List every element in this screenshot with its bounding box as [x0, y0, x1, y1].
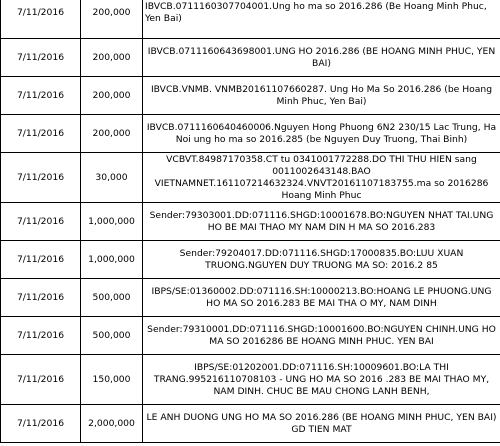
amount-cell: 30,000 — [81, 153, 143, 203]
date-cell: 7/11/2016 — [1, 115, 81, 153]
date-cell: 7/11/2016 — [1, 355, 81, 405]
amount-cell: 200,000 — [81, 115, 143, 153]
description-cell: Sender:79310001.DD:071116.SHGD:10001600.BO:NGUYEN CHINH.UNG HO MA SO 2016286 BE HOANG MINH PHUC. YEN BAI — [143, 317, 500, 355]
amount-cell: 1,000,000 — [81, 203, 143, 241]
table-row — [1, 39, 500, 77]
date-cell: 7/11/2016 — [1, 203, 81, 241]
description-cell: IBVCB.0711160643698001.UNG HO 2016.286 (BE HOANG MINH PHUC, YEN BAI) — [143, 39, 500, 77]
description-cell: LE ANH DUONG UNG HO MA SO 2016.286 (BE HOANG MINH PHUC, YEN BAI) GD TIEN MAT — [143, 405, 500, 443]
table-row — [1, 279, 500, 317]
amount-cell: 200,000 — [81, 0, 143, 39]
amount-cell: 500,000 — [81, 279, 143, 317]
amount-cell: 200,000 — [81, 39, 143, 77]
date-cell: 7/11/2016 — [1, 0, 81, 39]
date-cell: 7/11/2016 — [1, 77, 81, 115]
table-row — [1, 317, 500, 355]
amount-cell: 2,000,000 — [81, 405, 143, 443]
description-cell: IBVCB.VNMB. VNMB20161107660287. Ung Ho Ma So 2016.286 (be Hoang Minh Phuc, Yen Bai) — [143, 77, 500, 115]
table-row — [1, 0, 500, 39]
date-cell: 7/11/2016 — [1, 39, 81, 77]
amount-cell: 500,000 — [81, 317, 143, 355]
date-cell: 7/11/2016 — [1, 279, 81, 317]
amount-cell: 1,000,000 — [81, 241, 143, 279]
table-row — [1, 153, 500, 203]
table-row — [1, 77, 500, 115]
amount-cell: 150,000 — [81, 355, 143, 405]
date-cell: 7/11/2016 — [1, 153, 81, 203]
table-row — [1, 203, 500, 241]
date-cell: 7/11/2016 — [1, 241, 81, 279]
table-row — [1, 241, 500, 279]
description-cell: IBPS/SE:01360002.DD:071116.SH:10000213.BO:HOANG LE PHUONG.UNG HO MA SO 2016.283 BE MAI THA O MY, NAM DINH — [143, 279, 500, 317]
description-cell: IBPS/SE:01202001.DD:071116.SH:10009601.BO:LA THI TRANG.995216110708103 - UNG HO MA SO 2016 .283 BE MAI THAO MY, NAM DINH. CHUC BE MAU CHONG LANH BENH, — [143, 355, 500, 405]
table-row — [1, 405, 500, 443]
description-cell: Sender:79204017.DD:071116.SHGD:17000835.BO:LUU XUAN TRUONG.NGUYEN DUY TRUONG MA SO: 2016.2 85 — [143, 241, 500, 279]
description-cell: Sender:79303001.DD:071116.SHGD:10001678.BO:NGUYEN NHAT TAI.UNG HO BE MAI THAO MY NAM DIN H MA SO 2016.283 — [143, 203, 500, 241]
table-row — [1, 115, 500, 153]
date-cell: 7/11/2016 — [1, 405, 81, 443]
description-cell: IBVCB.0711160307704001.Ung ho ma so 2016.286 (Be Hoang Minh Phuc, Yen Bai) — [143, 0, 500, 39]
table-row — [1, 355, 500, 405]
description-cell: IBVCB.0711160640460006.Nguyen Hong Phuong 6N2 230/15 Lac Trung, Ha Noi ung ho ma so 2016.285 (be Nguyen Duy Truong, Thai Binh) — [143, 115, 500, 153]
amount-cell: 200,000 — [81, 77, 143, 115]
description-cell: VCBVT.84987170358.CT tu 0341001772288.DO THI THU HIEN sang 0011002643148.BAO VIETNAMNET.161107214632324.VNVT20161107183755.ma so 2016286 Hoang Minh Phuc — [143, 153, 500, 203]
date-cell: 7/11/2016 — [1, 317, 81, 355]
